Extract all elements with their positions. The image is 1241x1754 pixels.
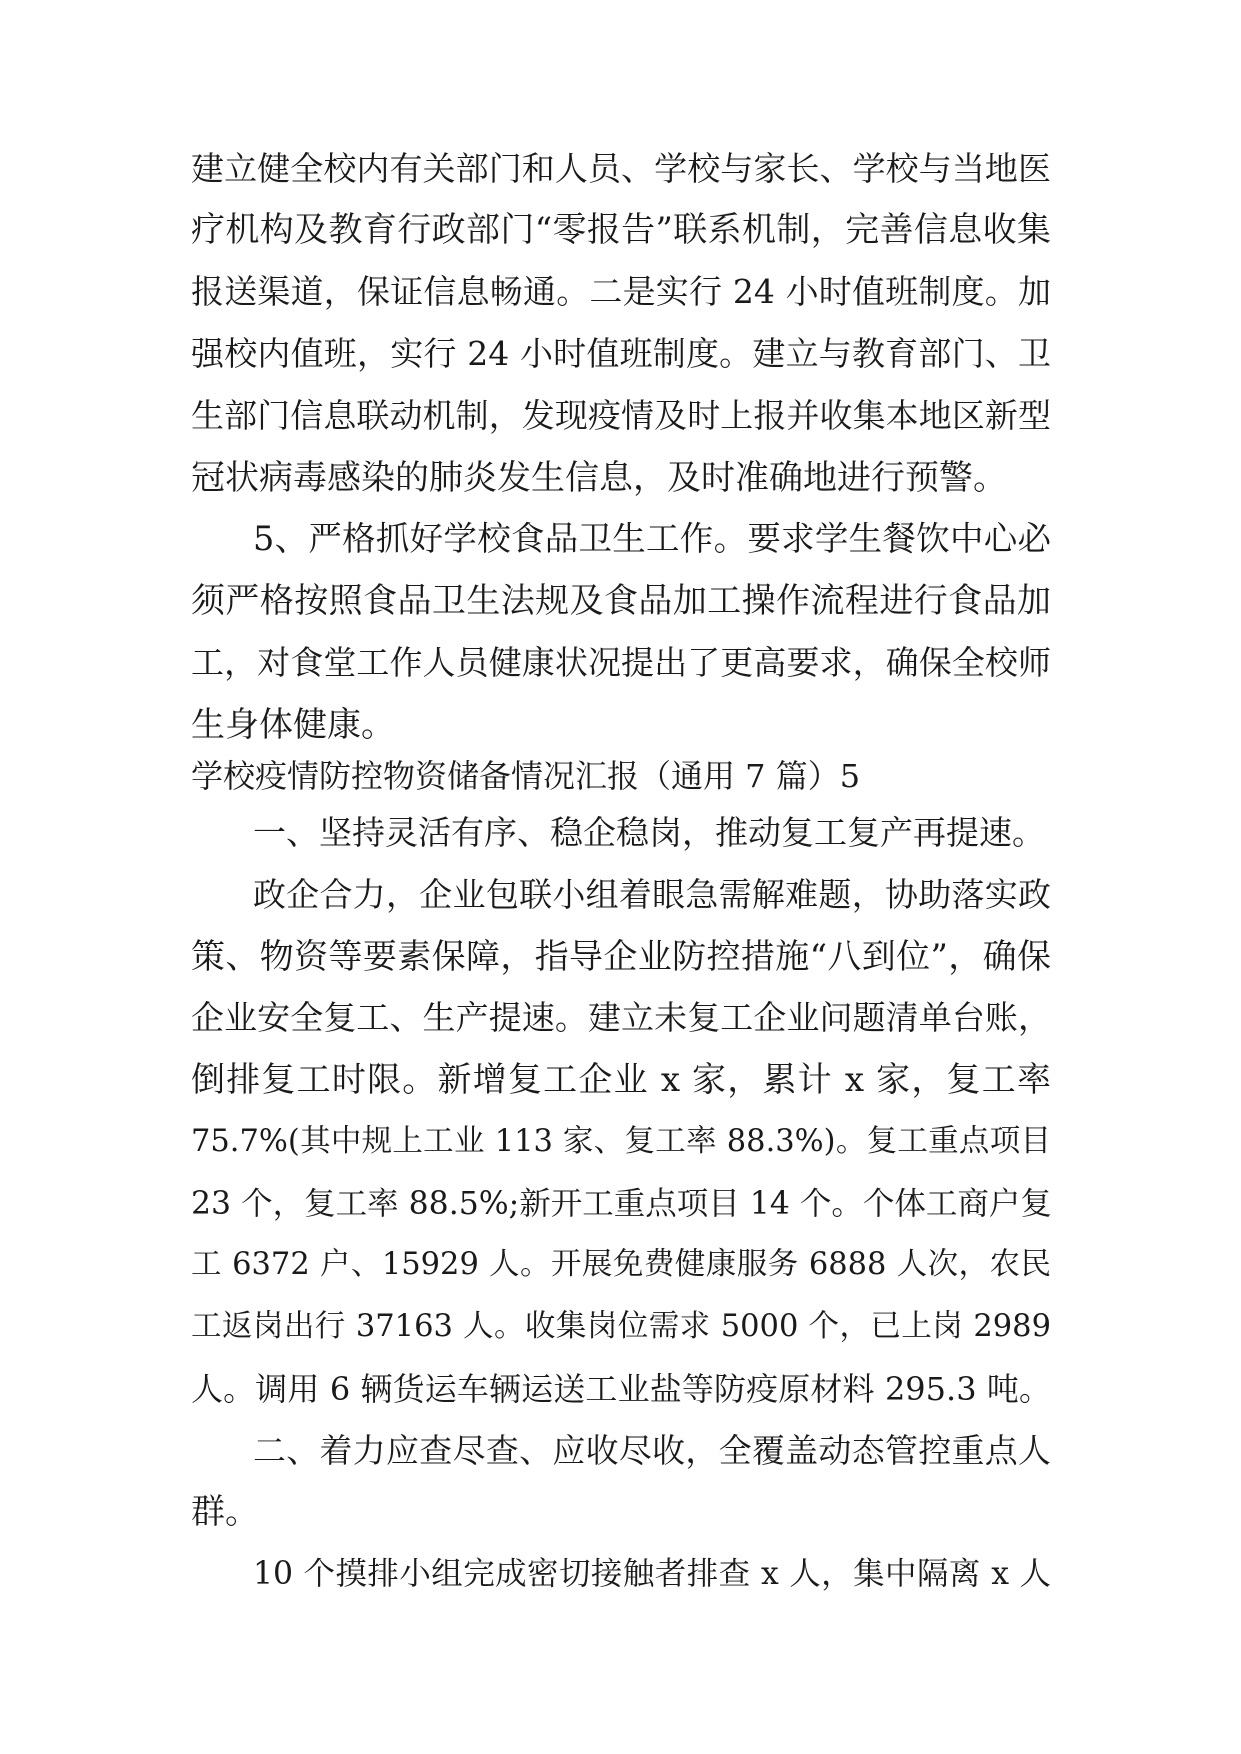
text-line: 疗机构及教育行政部门“零报告”联系机制，完善信息收集 <box>191 210 1051 250</box>
text-line: 75.7%(其中规上工业 113 家、复工率 88.3%)。复工重点项目 <box>191 1124 1051 1159</box>
text-line: 工 6372 户、15929 人。开展免费健康服务 6888 人次，农民 <box>191 1247 1051 1282</box>
text-line: 策、物资等要素保障，指导企业防控措施“八到位”，确保 <box>191 937 1051 977</box>
text-line: 须严格按照食品卫生法规及食品加工操作流程进行食品加 <box>191 581 1051 621</box>
text-line: 工返岗出行 37163 人。收集岗位需求 5000 个，已上岗 2989 <box>191 1309 1051 1344</box>
text-line: 企业安全复工、生产提速。建立未复工企业问题清单台账， <box>191 998 1051 1037</box>
text-line: 23 个，复工率 88.5%;新开工重点项目 14 个。个体工商户复 <box>191 1186 1052 1222</box>
text-line: 建立健全校内有关部门和人员、学校与家长、学校与当地医 <box>191 149 1051 188</box>
text-line: 工，对食堂工作人员健康状况提出了更高要求，确保全校师 <box>191 643 1051 682</box>
text-line: 一、坚持灵活有序、稳企稳岗，推动复工复产再提速。 <box>253 813 1045 852</box>
text-line: 生身体健康。 <box>191 705 395 745</box>
text-line: 冠状病毒感染的肺炎发生信息，及时准确地进行预警。 <box>191 458 1007 498</box>
text-line: 生部门信息联动机制，发现疫情及时上报并收集本地区新型 <box>191 396 1051 435</box>
text-line: 人。调用 6 辆货运车辆运送工业盐等防疫原材料 295.3 吨。 <box>191 1370 1051 1408</box>
text-line: 报送渠道，保证信息畅通。二是实行 24 小时值班制度。加 <box>191 272 1051 311</box>
text-line: 强校内值班，实行 24 小时值班制度。建立与教育部门、卫 <box>191 334 1051 373</box>
text-line: 二、着力应查尽查、应收尽收，全覆盖动态管控重点人 <box>253 1431 1051 1470</box>
text-line: 5、严格抓好学校食品卫生工作。要求学生餐饮中心必 <box>253 519 1051 558</box>
text-line: 10 个摸排小组完成密切接触者排查 x 人，集中隔离 x 人 <box>253 1556 1051 1592</box>
section-heading: 学校疫情防控物资储备情况汇报（通用 7 篇）5 <box>191 757 861 795</box>
text-line: 群。 <box>191 1492 259 1532</box>
text-line: 倒排复工时限。新增复工企业 x 家，累计 x 家，复工率 <box>191 1060 1051 1100</box>
text-line: 政企合力，企业包联小组着眼急需解难题，协助落实政 <box>253 875 1051 914</box>
